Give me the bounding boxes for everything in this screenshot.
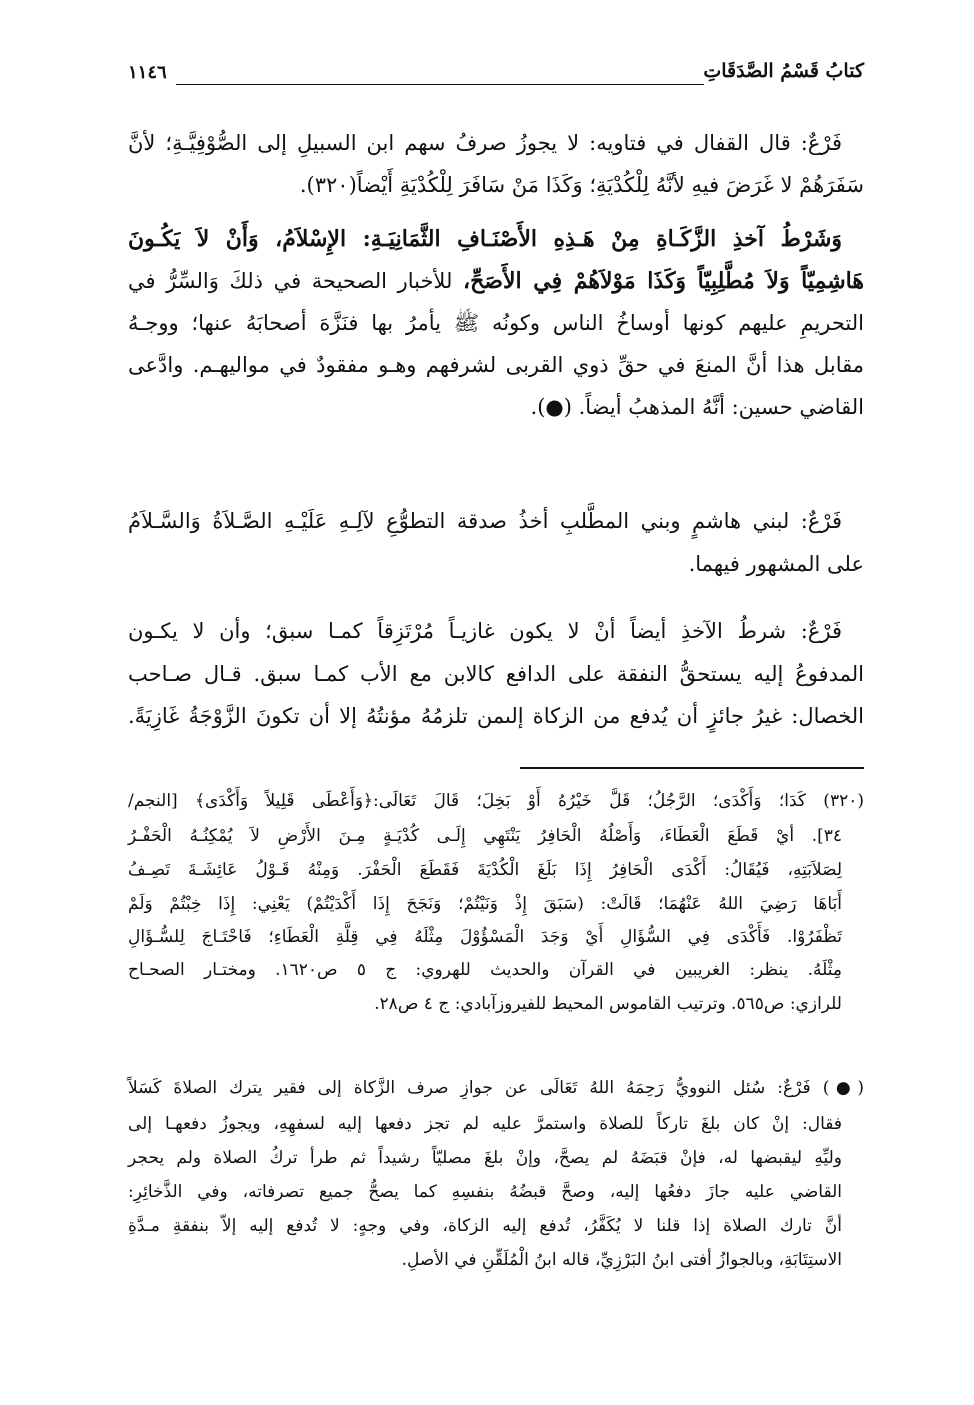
footnote-line: (●) فَرْعٌ: سُئل النوويُّ رَحِمَهُ اللهُ تَعَالَى عن جوازِ صرف الزَّكاة إلى فقير يترك الصلاةَ كَسَلاً bbox=[128, 1078, 864, 1098]
text-line: القاضي حسين: أنَّهُ المذهبُ أيضاً. (●). bbox=[530, 395, 864, 419]
page-number: ١١٤٦ bbox=[128, 62, 167, 83]
text-line: مقابل هذا أنَّ المنعَ في حقِّ ذوي القربى لشرفهم وهـو مفقودٌ في مواليهـم. وادَّعى bbox=[128, 353, 864, 377]
text-line: فَرْعٌ: لبني هاشمٍ وبني المطَّلبِ أخذُ صدقة التطوُّعِ لآلِـهِ عَلَيْـهِ الصَّـلاَةُ وَالسَّـلاَمُ bbox=[128, 509, 842, 533]
text-line: سَفَرَهُمْ لا غَرَضَ فيهِ لأنَّهُ لِلْكُدْيَةِ؛ وَكَذَا مَنْ سَافَرَ لِلْكُدْيَةِ أَيْضاً(٣٢٠). bbox=[299, 173, 864, 197]
footnote-line: ٣٤]. أيْ قَطَعَ الْعَطَاءَ، وَأَصْلُهُ الْحَافِرُ يَنْتَهِي إِلَـى كُدْيَـةٍ مِـنَ الأَرْضِ لاَ يُمْكِنُـهُ الْحَفْـرُ bbox=[128, 826, 842, 846]
running-header bbox=[128, 60, 864, 90]
footnote-line: وليِّهِ ليقبضها له، فإنْ قبَضَهُ لم يصحَّ، وإنْ بلغَ مصليّاً رشيداً ثم طرأ تركُ الصلاة ولم يحجر bbox=[128, 1148, 842, 1168]
matn-line bbox=[128, 266, 864, 296]
footnote-line: (٣٢٠) كَدَا؛ وَأَكْدَى؛ الرَّجُلُ؛ قَلَّ خَيْرُهُ أَوْ بَخِلَ؛ قَالَ تَعَالَى:﴿وَأَعْطَى قَلِيلاً وَأَكْدَى﴾ [النجم/ bbox=[128, 791, 864, 811]
text-line: الخصال: غيرُ جائزٍ أن يُدفع من الزكاة إلىمن تلزمُهُ مؤنتُهُ إلا أن تكونَ الزَّوْجَةُ غَازِيَةً. bbox=[128, 704, 864, 728]
footnote-line: الاستِتَابَةِ، وبالجوازُ أفتى ابنُ البَرْزِيِّ، قاله ابنُ الْمُلَقِّنِ في الأصلِ. bbox=[401, 1250, 842, 1270]
footnote-line: أنَّ تارك الصلاة إذا قلنا لا يُكَفَّرُ، تُدفع إليه الزكاة، وفي وجهٍ: لا تُدفع إليه إلاّ بنفقةِ مـدَّةِ bbox=[128, 1216, 842, 1236]
text-line: على المشهور فيهما. bbox=[688, 552, 864, 576]
footnote-separator bbox=[520, 767, 864, 769]
text-line: فَرْعٌ: قال القفال في فتاويه: لا يجوزُ صرفُ سهم ابن السبيلِ إلى الصُّوْفِيَّـةِ؛ لأنَّ bbox=[128, 131, 842, 155]
footnote-line: تَظْفَرُوْا. فَأَكْدَى فِي السُّؤَالِ أَيْ وَجَدَ الْمَسْؤُوْلَ مِثْلَهُ فِي قِلَّةِ الْعَطَاءِ؛ فَاحْتَـاجَ لِلسُّـؤَالِ bbox=[128, 927, 842, 947]
footnote-line: للرازي: ص٥٦٥. وترتيب القاموس المحيط للفيروزآبادي: ج ٤ ص٢٨. bbox=[374, 994, 842, 1014]
commentary: للأخبار الصحيحة في ذلكَ وَالسِّرُّ في bbox=[128, 269, 453, 293]
header-rule bbox=[176, 84, 704, 85]
footnote-line: فقال: إنْ كان بلغَ تاركاً للصلاة واستمرَّ عليه لم تجز دفعها إليه لسفهِهِ، ويجوزُ دفعهـا إلى bbox=[128, 1114, 842, 1134]
book-title: كتابُ قَسْمُ الصَّدَقَاتِ bbox=[703, 60, 864, 82]
footnote-line: لِصَلاَبَتِهِ، فَيُقَالُ: أَكْدَى الْحَافِرُ إِذَا بَلَغَ الْكُدْيَةَ فَقَطَعَ الْحَفْرَ. وَمِنْهُ قَـوْلُ عَائِشَـةَ تَصِـفُ bbox=[128, 860, 842, 880]
footnote-line: أَبَاهَا رَضِيَ اللهُ عَنْهُمَا؛ قَالَتْ: (سَبَقَ إِذْ وَنَيْتُمْ؛ وَنَجَحَ إِذَا أَكْدَيْتُمْ) يَعْنِي: إِذَا خِبْتُمْ وَلَمْ bbox=[128, 894, 842, 914]
matn-line: وَشَرْطُ آخذِ الزَّكَـاةِ مِنْ هَـذِهِ الأَصْنَـافِ الثَّمَانِيَـةِ: الإِسْلاَمُ، وَأَنْ لاَ يَكُـونَ bbox=[128, 226, 842, 252]
matn-bold: هَاشِمِيّاً وَلاَ مُطَّلِبِيّاً وَكَذَا مَوْلاَهُمْ فِي الأَصَحِّ، bbox=[463, 268, 864, 294]
text-line: التحريمِ عليهم كونها أوساخُ الناس وكونُه ﷺ يأمرُ بها فنَزَّهَ أصحابَهُ عنها؛ ووجـهُ bbox=[128, 311, 864, 335]
footnote-line: مِثْلَهُ. ينظر: الغريبين في القرآن والحديث للهروي: ج ٥ ص١٦٢٠. ومختـار الصحـاح bbox=[128, 960, 842, 980]
text-line: المدفوعُ إليه يستحقُّ النفقة على الدافع كالابن مع الأب كمـا سبق. قـال صـاحب bbox=[128, 662, 864, 686]
text-line: فَرْعٌ: شرطُ الآخذِ أيضاً أنْ لا يكون غازيـاً مُرْتَزِقاً كمـا سبق؛ وأن لا يكـون bbox=[128, 619, 842, 643]
footnote-line: القاضي عليه جازَ دفعُها إليه، وصحَّ قبضُهُ بنفسِهِ كما يصحُّ جميع تصرفاته، وفي الذَّخائِرِ: bbox=[128, 1182, 842, 1202]
